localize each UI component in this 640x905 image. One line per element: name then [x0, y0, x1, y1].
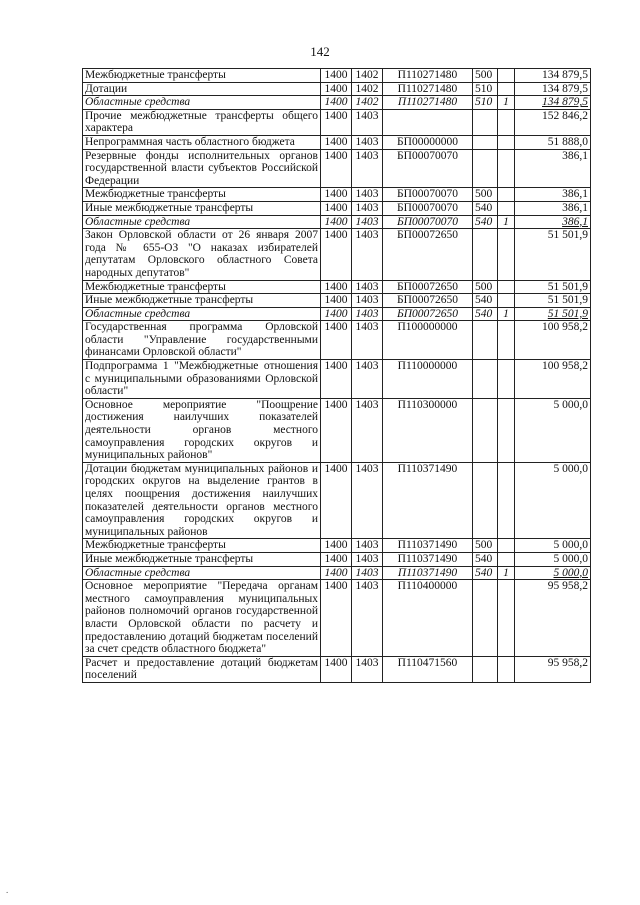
row-funding-source-code: 1 — [498, 307, 515, 321]
row-section-code: 1400 — [321, 321, 352, 360]
row-funding-source-code — [498, 201, 515, 215]
row-subsection-code: 1403 — [352, 580, 383, 657]
row-target-article-code: П100000000 — [383, 321, 473, 360]
row-subsection-code: 1403 — [352, 201, 383, 215]
row-funding-source-code — [498, 360, 515, 399]
row-target-article-code: БП00070070 — [383, 188, 473, 202]
row-name-cell: Основное мероприятие "Передача органам местного самоуправления муниципальных районов полномочий органов государственной власти Орловской области по расчету и предоставлению дотаций бюджетам поселений за счет средств областного бюджета" — [83, 580, 321, 657]
row-section-code: 1400 — [321, 294, 352, 308]
row-section-code: 1400 — [321, 96, 352, 110]
row-amount: 5 000,0 — [515, 462, 591, 539]
row-target-article-code: П110271480 — [383, 82, 473, 96]
row-subsection-code: 1403 — [352, 188, 383, 202]
row-funding-source-code — [498, 229, 515, 280]
table-row — [83, 149, 591, 188]
row-target-article-code: П110371490 — [383, 566, 473, 580]
row-section-code: 1400 — [321, 229, 352, 280]
row-subsection-code: 1403 — [352, 360, 383, 399]
row-name-cell: Государственная программа Орловской области "Управление государственными финансами Орловской области" — [83, 321, 321, 360]
row-funding-source-code: 1 — [498, 566, 515, 580]
row-amount: 386,1 — [515, 188, 591, 202]
table-row — [83, 188, 591, 202]
row-section-code: 1400 — [321, 360, 352, 399]
budget-table-body — [83, 69, 591, 683]
row-section-code: 1400 — [321, 566, 352, 580]
row-amount: 95 958,2 — [515, 580, 591, 657]
row-funding-source-code — [498, 539, 515, 553]
row-name-cell: Областные средства — [83, 215, 321, 229]
budget-table — [82, 68, 591, 683]
row-expense-type-code — [473, 360, 498, 399]
row-expense-type-code — [473, 462, 498, 539]
row-amount: 134 879,5 — [515, 69, 591, 83]
row-subsection-code: 1403 — [352, 552, 383, 566]
table-row — [83, 215, 591, 229]
table-row — [83, 462, 591, 539]
row-name-cell: Иные межбюджетные трансферты — [83, 294, 321, 308]
row-target-article-code: БП00070070 — [383, 215, 473, 229]
row-amount: 386,1 — [515, 201, 591, 215]
table-row — [83, 307, 591, 321]
table-row — [83, 201, 591, 215]
row-target-article-code — [383, 109, 473, 135]
row-section-code: 1400 — [321, 656, 352, 682]
row-subsection-code: 1403 — [352, 109, 383, 135]
table-row — [83, 229, 591, 280]
table-row — [83, 294, 591, 308]
row-funding-source-code — [498, 149, 515, 188]
table-row — [83, 398, 591, 462]
row-section-code: 1400 — [321, 539, 352, 553]
row-funding-source-code — [498, 580, 515, 657]
row-target-article-code: БП00072650 — [383, 280, 473, 294]
row-funding-source-code — [498, 398, 515, 462]
row-funding-source-code — [498, 188, 515, 202]
row-target-article-code: П110471560 — [383, 656, 473, 682]
table-row — [83, 135, 591, 149]
row-target-article-code: БП00070070 — [383, 201, 473, 215]
row-subsection-code: 1403 — [352, 462, 383, 539]
row-name-cell: Прочие межбюджетные трансферты общего характера — [83, 109, 321, 135]
row-target-article-code: П110000000 — [383, 360, 473, 399]
row-name-cell: Основное мероприятие "Поощрение достижения наилучших показателей деятельности органов местного самоуправления городских округов и муниципальных районов" — [83, 398, 321, 462]
row-expense-type-code: 500 — [473, 539, 498, 553]
row-name-cell: Областные средства — [83, 566, 321, 580]
row-expense-type-code — [473, 109, 498, 135]
row-funding-source-code — [498, 294, 515, 308]
row-section-code: 1400 — [321, 580, 352, 657]
row-target-article-code: П110400000 — [383, 580, 473, 657]
row-subsection-code: 1403 — [352, 149, 383, 188]
row-expense-type-code — [473, 321, 498, 360]
row-target-article-code: П110371490 — [383, 552, 473, 566]
row-funding-source-code — [498, 552, 515, 566]
table-row — [83, 82, 591, 96]
row-subsection-code: 1403 — [352, 566, 383, 580]
row-name-cell: Межбюджетные трансферты — [83, 69, 321, 83]
row-amount: 134 879,5 — [515, 82, 591, 96]
table-row — [83, 552, 591, 566]
row-funding-source-code — [498, 280, 515, 294]
row-expense-type-code — [473, 229, 498, 280]
table-row — [83, 360, 591, 399]
row-expense-type-code: 540 — [473, 552, 498, 566]
row-funding-source-code — [498, 656, 515, 682]
row-expense-type-code: 510 — [473, 82, 498, 96]
row-target-article-code: П110371490 — [383, 539, 473, 553]
row-section-code: 1400 — [321, 188, 352, 202]
row-target-article-code: БП00072650 — [383, 229, 473, 280]
row-target-article-code: БП00072650 — [383, 307, 473, 321]
row-subsection-code: 1403 — [352, 135, 383, 149]
row-amount: 5 000,0 — [515, 552, 591, 566]
table-row — [83, 539, 591, 553]
row-name-cell: Непрограммная часть областного бюджета — [83, 135, 321, 149]
row-subsection-code: 1403 — [352, 280, 383, 294]
row-subsection-code: 1403 — [352, 229, 383, 280]
row-expense-type-code: 500 — [473, 69, 498, 83]
row-subsection-code: 1402 — [352, 82, 383, 96]
row-amount: 5 000,0 — [515, 398, 591, 462]
row-name-cell: Областные средства — [83, 96, 321, 110]
row-name-cell: Расчет и предоставление дотаций бюджетам поселений — [83, 656, 321, 682]
row-expense-type-code: 540 — [473, 307, 498, 321]
row-target-article-code: БП00070070 — [383, 149, 473, 188]
margin-mark: . — [6, 885, 9, 895]
row-subsection-code: 1403 — [352, 539, 383, 553]
row-funding-source-code: 1 — [498, 215, 515, 229]
row-subsection-code: 1403 — [352, 307, 383, 321]
row-expense-type-code: 540 — [473, 201, 498, 215]
row-funding-source-code — [498, 82, 515, 96]
row-amount: 386,1 — [515, 149, 591, 188]
row-section-code: 1400 — [321, 398, 352, 462]
row-subsection-code: 1403 — [352, 294, 383, 308]
row-amount: 5 000,0 — [515, 539, 591, 553]
row-section-code: 1400 — [321, 201, 352, 215]
row-expense-type-code — [473, 149, 498, 188]
row-section-code: 1400 — [321, 552, 352, 566]
row-funding-source-code — [498, 69, 515, 83]
row-amount: 5 000,0 — [515, 566, 591, 580]
row-subsection-code: 1403 — [352, 398, 383, 462]
row-amount: 152 846,2 — [515, 109, 591, 135]
row-expense-type-code — [473, 580, 498, 657]
row-section-code: 1400 — [321, 135, 352, 149]
row-section-code: 1400 — [321, 69, 352, 83]
row-name-cell: Межбюджетные трансферты — [83, 539, 321, 553]
row-expense-type-code — [473, 398, 498, 462]
row-name-cell: Подпрограмма 1 "Межбюджетные отношения с муниципальными образованиями Орловской области" — [83, 360, 321, 399]
table-row — [83, 109, 591, 135]
row-name-cell: Межбюджетные трансферты — [83, 280, 321, 294]
row-expense-type-code: 540 — [473, 215, 498, 229]
row-target-article-code: БП00000000 — [383, 135, 473, 149]
row-name-cell: Дотации — [83, 82, 321, 96]
row-subsection-code: 1402 — [352, 96, 383, 110]
row-funding-source-code — [498, 321, 515, 360]
row-amount: 100 958,2 — [515, 360, 591, 399]
row-subsection-code: 1403 — [352, 321, 383, 360]
row-funding-source-code — [498, 462, 515, 539]
row-target-article-code: П110271480 — [383, 96, 473, 110]
table-row — [83, 96, 591, 110]
row-subsection-code: 1403 — [352, 656, 383, 682]
row-section-code: 1400 — [321, 307, 352, 321]
row-amount: 51 888,0 — [515, 135, 591, 149]
table-row — [83, 580, 591, 657]
row-name-cell: Иные межбюджетные трансферты — [83, 201, 321, 215]
row-target-article-code: БП00072650 — [383, 294, 473, 308]
row-name-cell: Резервные фонды исполнительных органов государственной власти субъектов Российской Федерации — [83, 149, 321, 188]
row-section-code: 1400 — [321, 82, 352, 96]
row-amount: 51 501,9 — [515, 307, 591, 321]
row-expense-type-code: 540 — [473, 294, 498, 308]
row-section-code: 1400 — [321, 215, 352, 229]
row-target-article-code: П110300000 — [383, 398, 473, 462]
row-section-code: 1400 — [321, 149, 352, 188]
row-expense-type-code — [473, 656, 498, 682]
row-section-code: 1400 — [321, 109, 352, 135]
table-row — [83, 280, 591, 294]
row-section-code: 1400 — [321, 280, 352, 294]
row-funding-source-code — [498, 135, 515, 149]
row-amount: 51 501,9 — [515, 280, 591, 294]
page-number: 142 — [310, 44, 330, 59]
row-subsection-code: 1403 — [352, 215, 383, 229]
row-name-cell: Межбюджетные трансферты — [83, 188, 321, 202]
row-name-cell: Иные межбюджетные трансферты — [83, 552, 321, 566]
row-expense-type-code — [473, 135, 498, 149]
row-amount: 386,1 — [515, 215, 591, 229]
table-row — [83, 656, 591, 682]
row-name-cell: Дотации бюджетам муниципальных районов и городских округов на выделение грантов в целях поощрения достижения наилучших показателей деятельности органов местного самоуправления городских округов и муниципальных районов — [83, 462, 321, 539]
row-name-cell: Закон Орловской области от 26 января 2007 года № 655-ОЗ "О наказах избирателей депутатам Орловского областного Совета народных депутатов" — [83, 229, 321, 280]
row-expense-type-code: 500 — [473, 280, 498, 294]
row-subsection-code: 1402 — [352, 69, 383, 83]
row-section-code: 1400 — [321, 462, 352, 539]
row-target-article-code: П110371490 — [383, 462, 473, 539]
row-amount: 51 501,9 — [515, 229, 591, 280]
row-amount: 134 879,5 — [515, 96, 591, 110]
table-row — [83, 566, 591, 580]
row-name-cell: Областные средства — [83, 307, 321, 321]
row-amount: 95 958,2 — [515, 656, 591, 682]
row-funding-source-code — [498, 109, 515, 135]
row-target-article-code: П110271480 — [383, 69, 473, 83]
row-amount: 100 958,2 — [515, 321, 591, 360]
row-funding-source-code: 1 — [498, 96, 515, 110]
table-row — [83, 321, 591, 360]
table-row — [83, 69, 591, 83]
row-amount: 51 501,9 — [515, 294, 591, 308]
row-expense-type-code: 540 — [473, 566, 498, 580]
row-expense-type-code: 500 — [473, 188, 498, 202]
row-expense-type-code: 510 — [473, 96, 498, 110]
